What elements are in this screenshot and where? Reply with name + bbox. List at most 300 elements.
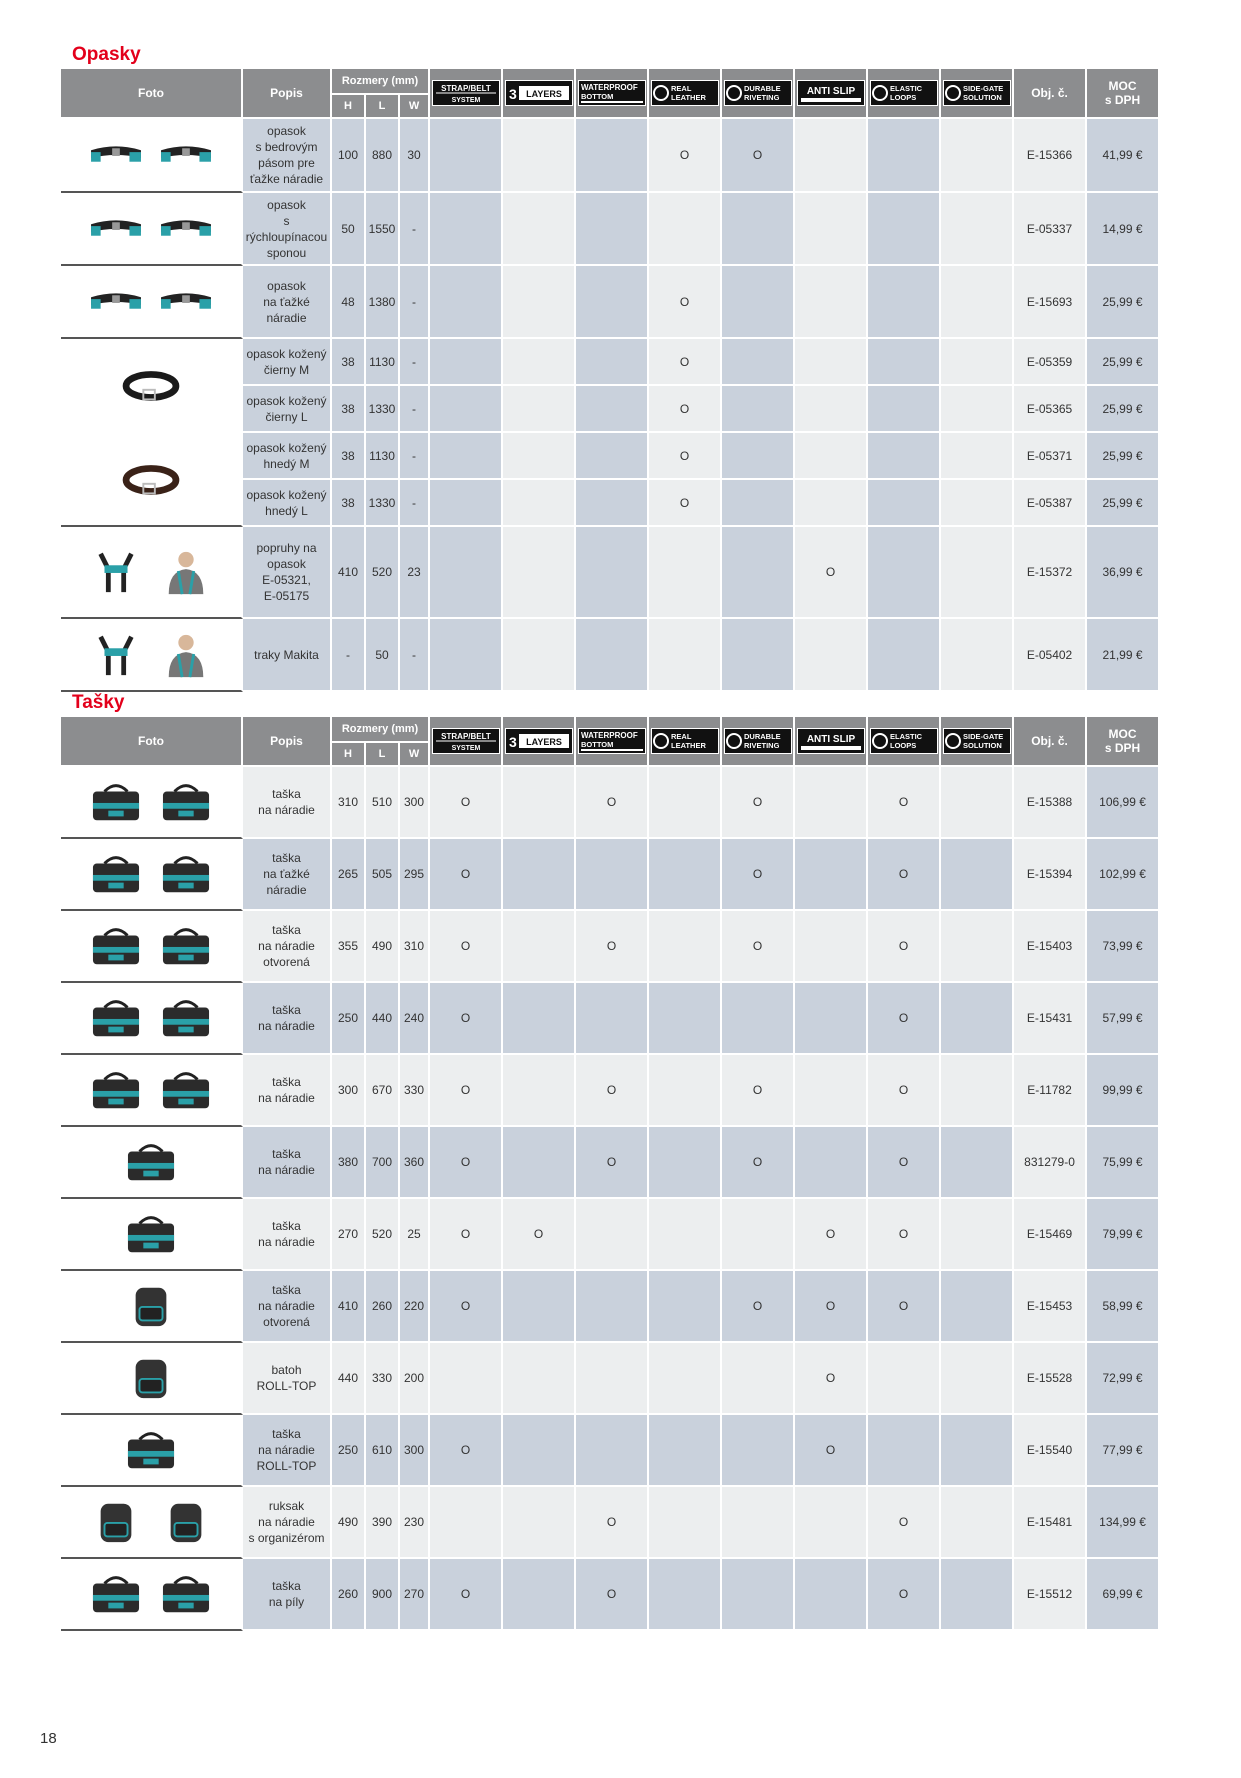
- order-number: E-05371: [1014, 433, 1087, 480]
- feature-mark: O: [430, 1055, 503, 1127]
- durable-riveting-icon: [724, 78, 792, 108]
- dimension-l: 1330: [366, 386, 400, 433]
- description-line: opasok kožený: [246, 487, 327, 502]
- feature-mark: [649, 619, 722, 692]
- table-row: [61, 619, 1160, 692]
- description-line: hnedý L: [265, 503, 308, 518]
- brown-leather-belt-photo: [122, 455, 180, 503]
- three-layers-icon: [505, 78, 573, 108]
- feature-mark: [576, 1415, 649, 1487]
- description-line: taška: [272, 1579, 301, 1593]
- column-header-feature: [576, 69, 649, 119]
- svg-text:WATERPROOF: WATERPROOF: [580, 731, 638, 740]
- product-description: [243, 433, 332, 480]
- dimension-h: 50: [332, 193, 366, 266]
- product-photo: [61, 1415, 243, 1487]
- description-line: náradie: [266, 310, 307, 325]
- column-header-obj: Obj. č.: [1014, 717, 1087, 767]
- dimension-h: 250: [332, 983, 366, 1055]
- svg-text:REAL: REAL: [670, 84, 691, 93]
- description-line: taška: [272, 851, 301, 865]
- column-header-w: W: [400, 743, 430, 767]
- price: 25,99 €: [1087, 433, 1160, 480]
- product-description: [243, 193, 332, 266]
- order-number: E-15453: [1014, 1271, 1087, 1343]
- feature-mark: [795, 911, 868, 983]
- elastic-loops-icon: [870, 78, 938, 108]
- feature-mark: O: [868, 1487, 941, 1559]
- feature-mark: [503, 339, 576, 386]
- feature-mark: [649, 1415, 722, 1487]
- feature-mark: [868, 1343, 941, 1415]
- price: 69,99 €: [1087, 1559, 1160, 1631]
- product-photo: [61, 767, 243, 839]
- feature-mark: [941, 119, 1014, 193]
- feature-mark: O: [649, 433, 722, 480]
- svg-text:RIVETING: RIVETING: [743, 741, 779, 750]
- column-header-w: W: [400, 95, 430, 119]
- feature-mark: [430, 1343, 503, 1415]
- order-number: E-15540: [1014, 1415, 1087, 1487]
- column-header-feature: [649, 717, 722, 767]
- dimension-w: -: [400, 266, 430, 339]
- price: 25,99 €: [1087, 339, 1160, 386]
- feature-mark: [941, 911, 1014, 983]
- column-header-foto: Foto: [61, 717, 243, 767]
- product-photo: [61, 433, 243, 527]
- feature-mark: [868, 266, 941, 339]
- feature-mark: O: [795, 1271, 868, 1343]
- feature-mark: O: [722, 1127, 795, 1199]
- svg-text:ELASTIC: ELASTIC: [889, 84, 922, 93]
- description-line: náradie: [266, 883, 307, 897]
- feature-mark: [941, 1559, 1014, 1631]
- svg-text:DURABLE: DURABLE: [743, 84, 781, 93]
- feature-mark: [649, 1127, 722, 1199]
- price: 134,99 €: [1087, 1487, 1160, 1559]
- product-photo: [61, 1559, 243, 1631]
- product-photo: [61, 1487, 243, 1559]
- column-header-feature: [722, 717, 795, 767]
- feature-mark: [868, 480, 941, 527]
- product-description: [243, 339, 332, 386]
- suspenders-worn-photo: [157, 548, 215, 596]
- feature-mark: [722, 386, 795, 433]
- description-line: na náradie: [258, 1443, 315, 1457]
- product-photo: [61, 119, 243, 193]
- feature-mark: [941, 480, 1014, 527]
- dimension-h: 38: [332, 386, 366, 433]
- feature-mark: O: [868, 1559, 941, 1631]
- product-description: [243, 266, 332, 339]
- svg-text:RIVETING: RIVETING: [743, 93, 779, 102]
- feature-mark: O: [868, 1055, 941, 1127]
- description-line: hnedý M: [263, 456, 310, 471]
- dimension-w: 23: [400, 527, 430, 619]
- product-description: [243, 1343, 332, 1415]
- feature-mark: [430, 386, 503, 433]
- feature-mark: [503, 433, 576, 480]
- table-row: [61, 1487, 1160, 1559]
- feature-mark: [868, 386, 941, 433]
- price: 25,99 €: [1087, 266, 1160, 339]
- feature-mark: O: [868, 767, 941, 839]
- feature-mark: [503, 911, 576, 983]
- roll-top-bag-photo: [122, 1426, 180, 1474]
- feature-mark: [503, 1055, 576, 1127]
- dimension-l: 700: [366, 1127, 400, 1199]
- dimension-w: 240: [400, 983, 430, 1055]
- heavy-tool-bag-photo: [87, 850, 145, 898]
- moc-label: MOC: [1108, 727, 1137, 741]
- column-header-popis: Popis: [243, 69, 332, 119]
- saw-bag-photo: [87, 1570, 145, 1618]
- heavy-tool-bag-open-photo: [157, 850, 215, 898]
- dimension-w: -: [400, 480, 430, 527]
- svg-text:LOOPS: LOOPS: [889, 741, 916, 750]
- dimension-l: 670: [366, 1055, 400, 1127]
- feature-mark: [722, 1415, 795, 1487]
- feature-mark: [503, 1127, 576, 1199]
- feature-mark: [941, 839, 1014, 911]
- side-gate-solution-icon: [943, 726, 1011, 756]
- description-line: taška: [272, 923, 301, 937]
- svg-text:SYSTEM: SYSTEM: [451, 745, 480, 752]
- feature-mark: [430, 266, 503, 339]
- product-photo: [61, 983, 243, 1055]
- dimension-l: 440: [366, 983, 400, 1055]
- order-number: E-15366: [1014, 119, 1087, 193]
- feature-mark: [503, 119, 576, 193]
- description-line: opasok: [267, 278, 306, 293]
- feature-mark: [795, 983, 868, 1055]
- feature-mark: O: [649, 386, 722, 433]
- table-row: [61, 1127, 1160, 1199]
- product-photo: [61, 339, 243, 433]
- waterproof-bottom-icon: [578, 78, 646, 108]
- feature-mark: [576, 1343, 649, 1415]
- order-number: 831279-0: [1014, 1127, 1087, 1199]
- feature-mark: [503, 386, 576, 433]
- svg-text:3: 3: [508, 734, 517, 750]
- order-number: E-15394: [1014, 839, 1087, 911]
- product-photo: [61, 619, 243, 692]
- feature-mark: [430, 193, 503, 266]
- feature-mark: O: [722, 767, 795, 839]
- braces-worn-photo: [157, 631, 215, 679]
- description-line: popruhy na: [256, 541, 317, 555]
- feature-mark: O: [576, 767, 649, 839]
- column-header-rozmery: Rozmery (mm): [332, 69, 430, 95]
- roll-top-backpack-photo: [122, 1354, 180, 1402]
- feature-mark: [722, 983, 795, 1055]
- feature-mark: [941, 527, 1014, 619]
- feature-mark: O: [576, 911, 649, 983]
- feature-mark: O: [722, 839, 795, 911]
- dimension-w: 30: [400, 119, 430, 193]
- table-row: [61, 1199, 1160, 1271]
- feature-mark: [430, 119, 503, 193]
- description-line: na náradie: [258, 939, 315, 953]
- feature-mark: [649, 767, 722, 839]
- product-photo: [61, 839, 243, 911]
- feature-mark: O: [649, 480, 722, 527]
- three-layers-icon: [505, 726, 573, 756]
- column-header-feature: [503, 69, 576, 119]
- feature-mark: [430, 433, 503, 480]
- feature-mark: [649, 983, 722, 1055]
- description-line: ťažke náradie: [249, 172, 324, 186]
- feature-mark: [941, 767, 1014, 839]
- product-description: [243, 1559, 332, 1631]
- tool-bag-open-photo: [157, 778, 215, 826]
- feature-mark: [576, 480, 649, 527]
- feature-mark: [795, 1487, 868, 1559]
- description-line: opasok kožený: [246, 393, 327, 408]
- dimension-w: 300: [400, 1415, 430, 1487]
- black-leather-belt-photo: [122, 361, 180, 409]
- price: 21,99 €: [1087, 619, 1160, 692]
- svg-text:SOLUTION: SOLUTION: [962, 741, 1002, 750]
- column-header-l: L: [366, 743, 400, 767]
- feature-mark: [430, 480, 503, 527]
- feature-mark: O: [576, 1127, 649, 1199]
- feature-mark: [430, 1487, 503, 1559]
- long-tool-bag-photo: [87, 1066, 145, 1114]
- feature-mark: [722, 266, 795, 339]
- product-description: [243, 386, 332, 433]
- description-line: na ťažké: [263, 867, 310, 881]
- product-photo: [61, 1199, 243, 1271]
- description-line: na ťažké: [263, 294, 310, 309]
- feature-mark: [649, 911, 722, 983]
- feature-mark: [941, 1271, 1014, 1343]
- feature-mark: O: [430, 1271, 503, 1343]
- feature-mark: [722, 527, 795, 619]
- feature-mark: O: [795, 1343, 868, 1415]
- price: 41,99 €: [1087, 119, 1160, 193]
- product-description: [243, 839, 332, 911]
- table-row: [61, 193, 1160, 266]
- moc-vat-label: s DPH: [1104, 93, 1141, 107]
- feature-mark: [430, 339, 503, 386]
- feature-mark: [576, 119, 649, 193]
- price: 25,99 €: [1087, 480, 1160, 527]
- description-line: batoh: [271, 1363, 302, 1377]
- feature-mark: [941, 1343, 1014, 1415]
- dimension-w: -: [400, 386, 430, 433]
- dimension-h: 300: [332, 1055, 366, 1127]
- svg-text:LOOPS: LOOPS: [889, 93, 916, 102]
- feature-mark: [649, 1343, 722, 1415]
- feature-mark: O: [868, 911, 941, 983]
- feature-mark: [868, 119, 941, 193]
- feature-mark: O: [868, 1127, 941, 1199]
- price: 72,99 €: [1087, 1343, 1160, 1415]
- feature-mark: [941, 619, 1014, 692]
- feature-mark: [576, 1199, 649, 1271]
- feature-mark: O: [795, 1415, 868, 1487]
- open-tool-bag-photo: [87, 922, 145, 970]
- dimension-w: 200: [400, 1343, 430, 1415]
- description-line: taška: [272, 1147, 301, 1161]
- feature-mark: [649, 527, 722, 619]
- description-line: na náradie: [258, 1235, 315, 1249]
- feature-mark: [503, 619, 576, 692]
- feature-mark: [576, 983, 649, 1055]
- order-number: E-15481: [1014, 1487, 1087, 1559]
- dimension-w: 270: [400, 1559, 430, 1631]
- dimension-l: 1550: [366, 193, 400, 266]
- feature-mark: O: [795, 527, 868, 619]
- makita-braces-photo: [87, 631, 145, 679]
- bags-table: [61, 717, 1160, 1631]
- product-photo: [61, 911, 243, 983]
- feature-mark: [649, 1487, 722, 1559]
- feature-mark: [503, 480, 576, 527]
- feature-mark: [576, 839, 649, 911]
- feature-mark: [868, 193, 941, 266]
- feature-mark: [649, 1559, 722, 1631]
- description-line: s organizérom: [248, 1531, 325, 1545]
- dimension-w: 220: [400, 1271, 430, 1343]
- svg-text:BOTTOM: BOTTOM: [580, 92, 613, 101]
- feature-mark: [868, 527, 941, 619]
- price: 102,99 €: [1087, 839, 1160, 911]
- page-number: 18: [40, 1730, 57, 1747]
- suspenders-photo: [87, 548, 145, 596]
- price: 75,99 €: [1087, 1127, 1160, 1199]
- feature-mark: O: [576, 1055, 649, 1127]
- feature-mark: [795, 839, 868, 911]
- feature-mark: O: [868, 839, 941, 911]
- column-header-feature: [430, 69, 503, 119]
- feature-mark: O: [576, 1559, 649, 1631]
- moc-vat-label: s DPH: [1104, 741, 1141, 755]
- description-line: s rýchloupínacou: [245, 213, 328, 244]
- description-line: taška: [272, 1219, 301, 1233]
- feature-mark: O: [722, 119, 795, 193]
- svg-text:REAL: REAL: [670, 732, 691, 741]
- table-row: [61, 839, 1160, 911]
- dimension-l: 1330: [366, 480, 400, 527]
- svg-text:SYSTEM: SYSTEM: [451, 97, 480, 104]
- tote-tool-bag-photo: [122, 1210, 180, 1258]
- open-tool-tote-photo: [122, 1282, 180, 1330]
- feature-mark: [576, 193, 649, 266]
- svg-text:WATERPROOF: WATERPROOF: [580, 83, 638, 92]
- dimension-h: 310: [332, 767, 366, 839]
- tool-bag-photo: [87, 778, 145, 826]
- feature-mark: [868, 433, 941, 480]
- product-photo: [61, 1271, 243, 1343]
- column-header-feature: [795, 69, 868, 119]
- small-tool-bag-open-photo: [157, 994, 215, 1042]
- description-line: otvorená: [263, 1315, 310, 1329]
- open-tool-bag-inside-photo: [157, 922, 215, 970]
- dimension-h: 410: [332, 1271, 366, 1343]
- feature-mark: [503, 266, 576, 339]
- column-header-foto: Foto: [61, 69, 243, 119]
- feature-mark: O: [795, 1199, 868, 1271]
- column-header-feature: [795, 717, 868, 767]
- svg-text:DURABLE: DURABLE: [743, 732, 781, 741]
- feature-mark: [795, 1055, 868, 1127]
- belt-worn-photo: [157, 131, 215, 179]
- feature-mark: [503, 1487, 576, 1559]
- feature-mark: [868, 1415, 941, 1487]
- table-row: [61, 119, 1160, 193]
- price: 25,99 €: [1087, 386, 1160, 433]
- column-header-moc: [1087, 69, 1160, 119]
- description-line: otvorená: [263, 955, 310, 969]
- feature-mark: O: [868, 983, 941, 1055]
- bags-section-title: Tašky: [72, 692, 125, 713]
- table-row: [61, 1559, 1160, 1631]
- svg-text:3: 3: [508, 86, 517, 102]
- description-line: na píly: [268, 1595, 305, 1609]
- feature-mark: [795, 1127, 868, 1199]
- feature-mark: [649, 193, 722, 266]
- feature-mark: [795, 433, 868, 480]
- feature-mark: [576, 433, 649, 480]
- feature-mark: O: [430, 1127, 503, 1199]
- dimension-l: 505: [366, 839, 400, 911]
- feature-mark: [941, 1127, 1014, 1199]
- dimension-h: 355: [332, 911, 366, 983]
- feature-mark: [941, 339, 1014, 386]
- order-number: E-05365: [1014, 386, 1087, 433]
- quick-buckle-belt-photo: [87, 205, 145, 253]
- svg-text:SIDE-GATE: SIDE-GATE: [962, 84, 1003, 93]
- feature-mark: O: [649, 339, 722, 386]
- description-line: opasok: [267, 557, 306, 571]
- description-line: na náradie: [258, 1515, 315, 1529]
- svg-text:LAYERS: LAYERS: [525, 89, 562, 99]
- feature-mark: [941, 193, 1014, 266]
- feature-mark: [868, 339, 941, 386]
- description-line: s bedrovým: [255, 140, 318, 154]
- product-photo: [61, 527, 243, 619]
- product-photo: [61, 266, 243, 339]
- feature-mark: [503, 1559, 576, 1631]
- feature-mark: [941, 433, 1014, 480]
- product-description: [243, 1415, 332, 1487]
- dimension-l: 510: [366, 767, 400, 839]
- product-description: [243, 1271, 332, 1343]
- table-row: [61, 1055, 1160, 1127]
- small-tool-bag-photo: [87, 994, 145, 1042]
- feature-mark: [722, 1559, 795, 1631]
- column-header-feature: [868, 69, 941, 119]
- dimension-l: 1130: [366, 339, 400, 386]
- feature-mark: [430, 619, 503, 692]
- dimension-l: 520: [366, 1199, 400, 1271]
- durable-riveting-icon: [724, 726, 792, 756]
- column-header-feature: [868, 717, 941, 767]
- dimension-h: 265: [332, 839, 366, 911]
- table-row: [61, 266, 1160, 339]
- description-line: na náradie: [258, 1163, 315, 1177]
- feature-mark: [941, 386, 1014, 433]
- feature-mark: [503, 983, 576, 1055]
- dimension-h: 38: [332, 480, 366, 527]
- dimension-w: 230: [400, 1487, 430, 1559]
- feature-mark: [795, 339, 868, 386]
- table-row: [61, 339, 1160, 386]
- price: 73,99 €: [1087, 911, 1160, 983]
- feature-mark: O: [430, 1559, 503, 1631]
